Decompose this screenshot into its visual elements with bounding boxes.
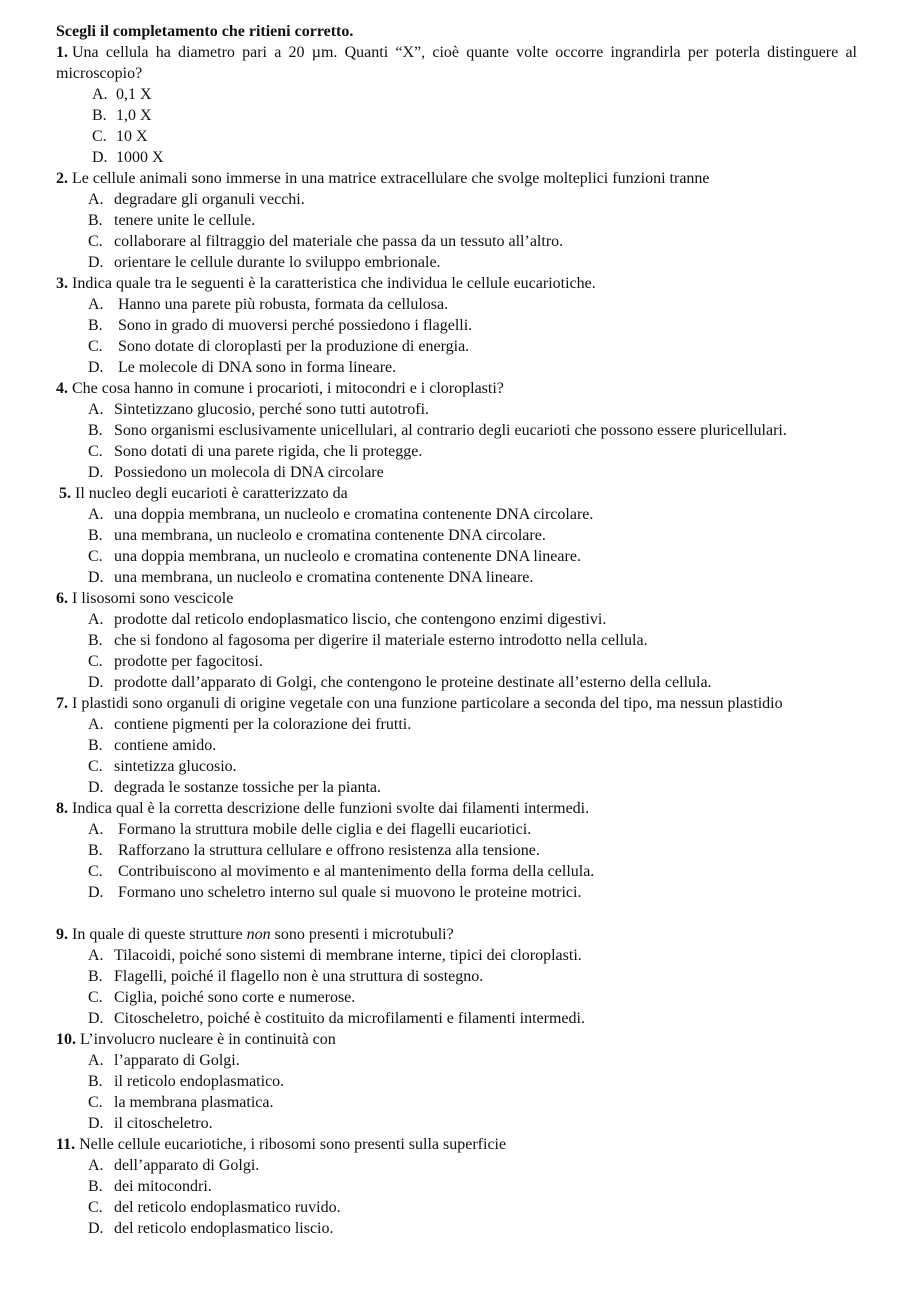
option-letter: C. xyxy=(88,1094,103,1111)
option-text: Ciglia, poiché sono corte e numerose. xyxy=(114,989,356,1006)
answer-option[interactable] xyxy=(88,441,857,462)
answer-option[interactable] xyxy=(88,987,857,1008)
question-text xyxy=(56,273,857,294)
question-number: 10. xyxy=(56,1031,76,1048)
question-text xyxy=(56,798,857,819)
answer-option[interactable] xyxy=(88,336,857,357)
option-letter: D. xyxy=(88,779,104,796)
answer-options xyxy=(56,1155,857,1239)
question-number: 1. xyxy=(56,44,68,61)
answer-option[interactable] xyxy=(88,861,857,882)
answer-options xyxy=(56,609,857,693)
option-text: tenere unite le cellule. xyxy=(114,212,256,229)
answer-option[interactable] xyxy=(88,1218,857,1239)
question-text xyxy=(56,168,857,189)
question-8 xyxy=(56,798,857,903)
answer-option[interactable] xyxy=(88,462,857,483)
answer-options xyxy=(56,945,857,1029)
option-letter: B. xyxy=(92,107,107,124)
option-text: Sono organismi esclusivamente unicellulari, al contrario degli eucarioti che possono essere pluricellulari. xyxy=(114,422,787,439)
option-text: Flagelli, poiché il flagello non è una struttura di sostegno. xyxy=(114,968,484,985)
option-text: dell’apparato di Golgi. xyxy=(114,1157,260,1174)
question-text xyxy=(56,1134,857,1155)
question-stem: Una cellula ha diametro pari a 20 µm. Quanti “X”, cioè quante volte occorre ingrandirla per poterla distinguere al microscopio? xyxy=(56,44,857,82)
answer-option[interactable] xyxy=(88,420,857,441)
option-text: Tilacoidi, poiché sono sistemi di membrane interne, tipici dei cloroplasti. xyxy=(114,947,582,964)
answer-option[interactable] xyxy=(88,567,857,588)
question-stem: Nelle cellule eucariotiche, i ribosomi sono presenti sulla superficie xyxy=(79,1136,507,1153)
option-text: del reticolo endoplasmatico liscio. xyxy=(114,1220,334,1237)
answer-option[interactable] xyxy=(88,210,857,231)
option-text: Formano la struttura mobile delle ciglia e dei flagelli eucariotici. xyxy=(118,821,532,838)
answer-option[interactable] xyxy=(92,84,857,105)
question-text xyxy=(56,378,857,399)
answer-options xyxy=(56,84,857,168)
question-text xyxy=(56,483,857,504)
question-stem: I plastidi sono organuli di origine vegetale con una funzione particolare a seconda del tipo, ma nessun plastidio xyxy=(72,695,783,712)
answer-options xyxy=(56,189,857,273)
answer-option[interactable] xyxy=(88,1092,857,1113)
answer-option[interactable] xyxy=(88,525,857,546)
question-4 xyxy=(56,378,857,483)
option-letter: C. xyxy=(88,338,103,355)
answer-option[interactable] xyxy=(92,126,857,147)
option-letter: D. xyxy=(92,149,108,166)
question-text xyxy=(56,693,857,714)
option-letter: A. xyxy=(92,86,108,103)
option-letter: C. xyxy=(88,863,103,880)
instruction: Scegli il completamento che ritieni corretto. xyxy=(56,23,354,40)
option-text: 1000 X xyxy=(116,149,164,166)
option-text: dei mitocondri. xyxy=(114,1178,212,1195)
option-text: il reticolo endoplasmatico. xyxy=(114,1073,285,1090)
option-text: Sono dotate di cloroplasti per la produzione di energia. xyxy=(118,338,470,355)
spacer xyxy=(56,903,857,924)
option-text: 10 X xyxy=(116,128,148,145)
option-letter: A. xyxy=(88,716,104,733)
question-number: 2. xyxy=(56,170,68,187)
answer-option[interactable] xyxy=(88,252,857,273)
question-number: 3. xyxy=(56,275,68,292)
answer-options xyxy=(56,294,857,378)
option-text: prodotte per fagocitosi. xyxy=(114,653,263,670)
question-emphasis: non xyxy=(246,926,271,943)
answer-option[interactable] xyxy=(88,651,857,672)
question-number: 7. xyxy=(56,695,68,712)
answer-option[interactable] xyxy=(88,1071,857,1092)
option-letter: B. xyxy=(88,968,103,985)
option-text: degradare gli organuli vecchi. xyxy=(114,191,305,208)
question-text xyxy=(56,588,857,609)
answer-option[interactable] xyxy=(88,840,857,861)
option-letter: A. xyxy=(88,611,104,628)
option-letter: A. xyxy=(88,296,104,313)
option-text: sintetizza glucosio. xyxy=(114,758,237,775)
question-1 xyxy=(56,42,857,168)
answer-option[interactable] xyxy=(88,357,857,378)
option-text: una doppia membrana, un nucleolo e cromatina contenente DNA lineare. xyxy=(114,548,581,565)
option-letter: B. xyxy=(88,737,103,754)
option-letter: B. xyxy=(88,842,103,859)
option-letter: D. xyxy=(88,254,104,271)
answer-option[interactable] xyxy=(88,294,857,315)
question-stem: Indica qual è la corretta descrizione delle funzioni svolte dai filamenti intermedi. xyxy=(72,800,590,817)
option-text: Sono in grado di muoversi perché possiedono i flagelli. xyxy=(118,317,473,334)
option-text: una membrana, un nucleolo e cromatina contenente DNA circolare. xyxy=(114,527,546,544)
question-stem: L’involucro nucleare è in continuità con xyxy=(80,1031,336,1048)
option-letter: D. xyxy=(88,569,104,586)
option-text: il citoscheletro. xyxy=(114,1115,213,1132)
option-letter: D. xyxy=(88,884,104,901)
answer-option[interactable] xyxy=(88,315,857,336)
question-stem: In quale di queste strutture xyxy=(72,926,247,943)
answer-option[interactable] xyxy=(88,1197,857,1218)
answer-options xyxy=(56,399,857,483)
option-letter: B. xyxy=(88,422,103,439)
option-letter: A. xyxy=(88,1052,104,1069)
option-letter: A. xyxy=(88,401,104,418)
option-text: Sono dotati di una parete rigida, che li protegge. xyxy=(114,443,423,460)
question-stem: I lisosomi sono vescicole xyxy=(72,590,234,607)
question-number: 4. xyxy=(56,380,68,397)
option-letter: A. xyxy=(88,1157,104,1174)
answer-option[interactable] xyxy=(88,1008,857,1029)
option-letter: A. xyxy=(88,947,104,964)
option-text: prodotte dal reticolo endoplasmatico liscio, che contengono enzimi digestivi. xyxy=(114,611,607,628)
option-letter: B. xyxy=(88,527,103,544)
option-letter: D. xyxy=(88,1010,104,1027)
option-text: Rafforzano la struttura cellulare e offrono resistenza alla tensione. xyxy=(118,842,540,859)
option-letter: B. xyxy=(88,632,103,649)
option-text: una doppia membrana, un nucleolo e cromatina contenente DNA circolare. xyxy=(114,506,594,523)
answer-option[interactable] xyxy=(88,672,857,693)
option-text: Formano uno scheletro interno sul quale si muovono le proteine motrici. xyxy=(118,884,582,901)
answer-option[interactable] xyxy=(88,714,857,735)
question-stem: Indica quale tra le seguenti è la caratteristica che individua le cellule eucariotiche. xyxy=(72,275,596,292)
question-list xyxy=(56,42,857,1239)
option-text: contiene amido. xyxy=(114,737,217,754)
answer-options xyxy=(56,504,857,588)
option-letter: C. xyxy=(88,443,103,460)
question-stem: Che cosa hanno in comune i procarioti, i mitocondri e i cloroplasti? xyxy=(72,380,504,397)
option-letter: C. xyxy=(92,128,107,145)
answer-option[interactable] xyxy=(92,105,857,126)
question-text xyxy=(56,924,857,945)
option-letter: D. xyxy=(88,674,104,691)
question-text xyxy=(56,1029,857,1050)
answer-option[interactable] xyxy=(88,1050,857,1071)
option-letter: A. xyxy=(88,821,104,838)
option-letter: C. xyxy=(88,989,103,1006)
option-letter: D. xyxy=(88,359,104,376)
answer-options xyxy=(56,819,857,903)
answer-option[interactable] xyxy=(88,777,857,798)
answer-option[interactable] xyxy=(88,399,857,420)
option-text: degrada le sostanze tossiche per la pianta. xyxy=(114,779,381,796)
option-letter: D. xyxy=(88,1220,104,1237)
answer-option[interactable] xyxy=(88,630,857,651)
option-text: Contribuiscono al movimento e al mantenimento della forma della cellula. xyxy=(118,863,595,880)
option-text: Le molecole di DNA sono in forma lineare. xyxy=(118,359,397,376)
question-number: 11. xyxy=(56,1136,76,1153)
question-number: 6. xyxy=(56,590,68,607)
option-letter: A. xyxy=(88,506,104,523)
option-text: l’apparato di Golgi. xyxy=(114,1052,240,1069)
answer-option[interactable] xyxy=(88,945,857,966)
option-text: prodotte dall’apparato di Golgi, che contengono le proteine destinate all’esterno della cellula. xyxy=(114,674,712,691)
question-5 xyxy=(56,483,857,588)
option-letter: A. xyxy=(88,191,104,208)
answer-option[interactable] xyxy=(88,1155,857,1176)
question-9 xyxy=(56,924,857,1029)
question-text xyxy=(56,42,857,84)
option-letter: D. xyxy=(88,1115,104,1132)
question-stem: Il nucleo degli eucarioti è caratterizzato da xyxy=(75,485,348,502)
option-letter: C. xyxy=(88,233,103,250)
answer-option[interactable] xyxy=(88,609,857,630)
option-text: la membrana plasmatica. xyxy=(114,1094,274,1111)
option-letter: C. xyxy=(88,653,103,670)
answer-options xyxy=(56,714,857,798)
question-number: 9. xyxy=(56,926,68,943)
question-7 xyxy=(56,693,857,798)
question-10 xyxy=(56,1029,857,1134)
option-letter: B. xyxy=(88,212,103,229)
option-text: contiene pigmenti per la colorazione dei frutti. xyxy=(114,716,412,733)
answer-option[interactable] xyxy=(88,966,857,987)
option-text: che si fondono al fagosoma per digerire il materiale esterno introdotto nella cellula. xyxy=(114,632,648,649)
question-stem-end: sono presenti i microtubuli? xyxy=(270,926,454,943)
question-6 xyxy=(56,588,857,693)
question-number: 5. xyxy=(59,485,71,502)
option-letter: B. xyxy=(88,317,103,334)
option-text: 0,1 X xyxy=(116,86,152,103)
option-text: orientare le cellule durante lo sviluppo embrionale. xyxy=(114,254,441,271)
option-letter: C. xyxy=(88,548,103,565)
answer-option[interactable] xyxy=(88,504,857,525)
option-letter: B. xyxy=(88,1073,103,1090)
question-number: 8. xyxy=(56,800,68,817)
option-letter: C. xyxy=(88,1199,103,1216)
question-2 xyxy=(56,168,857,273)
answer-option[interactable] xyxy=(88,882,857,903)
answer-option[interactable] xyxy=(88,231,857,252)
answer-option[interactable] xyxy=(88,1113,857,1134)
answer-options xyxy=(56,1050,857,1134)
option-text: Citoscheletro, poiché è costituito da microfilamenti e filamenti intermedi. xyxy=(114,1010,585,1027)
answer-option[interactable] xyxy=(88,1176,857,1197)
answer-option[interactable] xyxy=(92,147,857,168)
option-letter: D. xyxy=(88,464,104,481)
answer-option[interactable] xyxy=(88,546,857,567)
option-text: collaborare al filtraggio del materiale che passa da un tessuto all’altro. xyxy=(114,233,564,250)
option-text: del reticolo endoplasmatico ruvido. xyxy=(114,1199,341,1216)
option-text: Possiedono un molecola di DNA circolare xyxy=(114,464,384,481)
answer-option[interactable] xyxy=(88,819,857,840)
option-text: 1,0 X xyxy=(116,107,152,124)
question-11 xyxy=(56,1134,857,1239)
option-text: Sintetizzano glucosio, perché sono tutti autotrofi. xyxy=(114,401,430,418)
answer-option[interactable] xyxy=(88,756,857,777)
question-3 xyxy=(56,273,857,378)
answer-option[interactable] xyxy=(88,189,857,210)
option-letter: C. xyxy=(88,758,103,775)
option-letter: B. xyxy=(88,1178,103,1195)
question-stem: Le cellule animali sono immerse in una matrice extracellulare che svolge molteplici funzioni tranne xyxy=(72,170,710,187)
option-text: Hanno una parete più robusta, formata da cellulosa. xyxy=(118,296,449,313)
answer-option[interactable] xyxy=(88,735,857,756)
option-text: una membrana, un nucleolo e cromatina contenente DNA lineare. xyxy=(114,569,534,586)
